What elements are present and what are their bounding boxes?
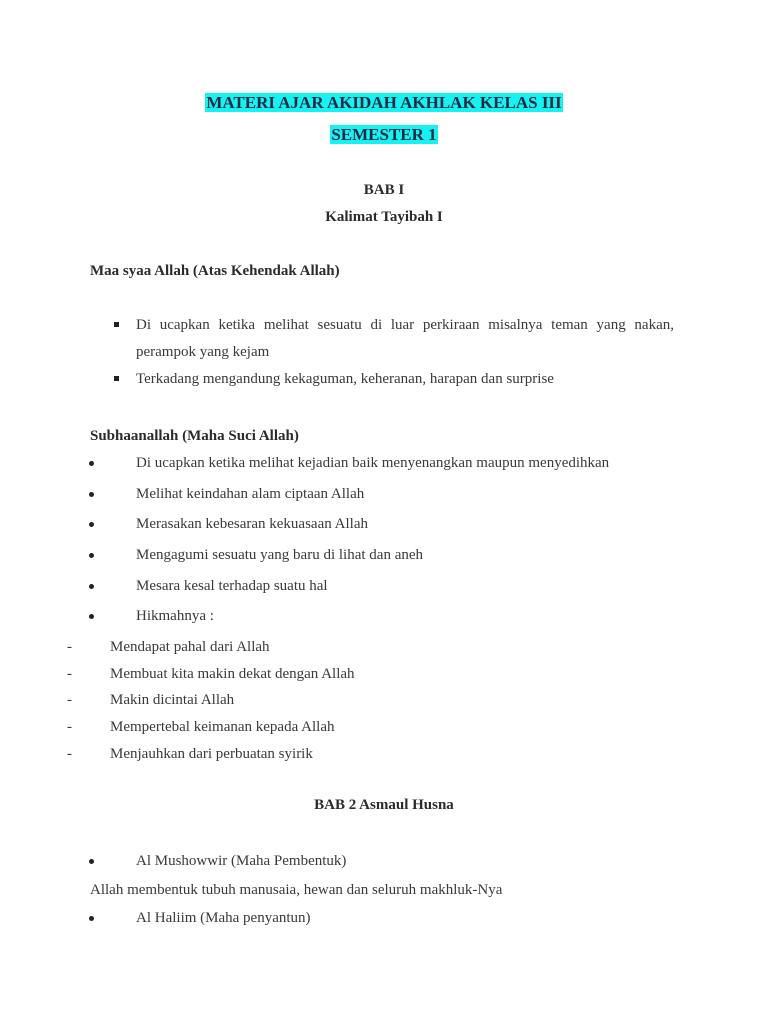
doc-title-line1 (0, 93, 768, 113)
hikmah-item: Mempertebal keimanan kepada Allah (110, 719, 335, 735)
dash-bullet: - (67, 692, 72, 708)
section2-item: Mengagumi sesuatu yang baru di lihat dan aneh (136, 547, 424, 563)
section2-item: Di ucapkan ketika melihat kejadian baik menyenangkan maupun menyedihkan (136, 455, 610, 471)
section1-item1-line2: perampok yang kejam (136, 344, 270, 360)
bab1-heading: BAB I (363, 182, 405, 198)
round-bullet-icon (89, 553, 94, 558)
hikmah-item: Mendapat pahal dari Allah (110, 639, 270, 655)
square-bullet-icon (114, 322, 119, 327)
bab1-subheading: Kalimat Tayibah I (325, 209, 443, 225)
doc-title-text1: MATERI AJAR AKIDAH AKHLAK KELAS III (206, 93, 562, 112)
hikmah-item: Membuat kita makin dekat dengan Allah (110, 666, 355, 682)
round-bullet-icon (89, 522, 94, 527)
section2-item: Melihat keindahan alam ciptaan Allah (136, 486, 365, 502)
dash-bullet: - (67, 746, 72, 762)
dash-bullet: - (67, 719, 72, 735)
round-bullet-icon (89, 492, 94, 497)
section3-text1: Allah membentuk tubuh manusaia, hewan dan seluruh makhluk-Nya (90, 882, 503, 898)
hikmah-item: Menjauhkan dari perbuatan syirik (110, 746, 313, 762)
section3-item1: Al Mushowwir (Maha Pembentuk) (136, 853, 347, 869)
section1-heading: Maa syaa Allah (Atas Kehendak Allah) (90, 263, 340, 279)
section1-item1-line1: Di ucapkan ketika melihat sesuatu di luar perkiraan misalnya teman yang nakan, (136, 317, 674, 333)
dash-bullet: - (67, 666, 72, 682)
section2-item: Mesara kesal terhadap suatu hal (136, 578, 328, 594)
doc-title-text2: SEMESTER 1 (331, 125, 437, 144)
bab2-heading: BAB 2 Asmaul Husna (314, 797, 454, 813)
round-bullet-icon (89, 614, 94, 619)
round-bullet-icon (89, 461, 94, 466)
section3-item2: Al Haliim (Maha penyantun) (136, 910, 311, 926)
hikmah-item: Makin dicintai Allah (110, 692, 235, 708)
section2-heading: Subhaanallah (Maha Suci Allah) (90, 428, 299, 444)
section2-item: Merasakan kebesaran kekuasaan Allah (136, 516, 368, 532)
section1-item2: Terkadang mengandung kekaguman, keheranan, harapan dan surprise (136, 371, 554, 387)
dash-bullet: - (67, 639, 72, 655)
doc-title-line2 (0, 125, 768, 145)
round-bullet-icon (89, 584, 94, 589)
section2-item: Hikmahnya : (136, 608, 214, 624)
round-bullet-icon (89, 859, 94, 864)
round-bullet-icon (89, 916, 94, 921)
square-bullet-icon (114, 376, 119, 381)
